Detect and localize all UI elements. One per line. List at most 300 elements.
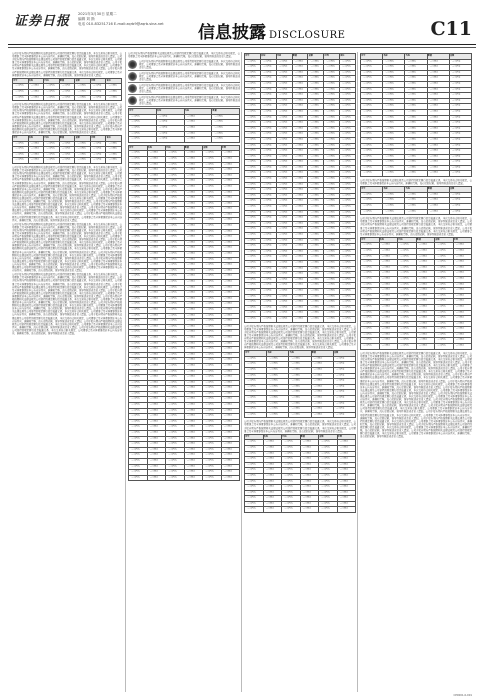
table-cell: 一二三四五 bbox=[453, 288, 472, 294]
column-4 bbox=[360, 52, 472, 692]
table-cell: 一二三四五 bbox=[282, 507, 301, 513]
table-cell: 一二三四五 bbox=[435, 282, 454, 288]
table-cell: 一二三四五 bbox=[245, 490, 264, 496]
table-cell: 一二三四五 bbox=[300, 507, 319, 513]
table-cell: 一二三四五 bbox=[398, 254, 417, 260]
table-cell: 一二三四五 bbox=[28, 147, 44, 153]
table-cell: 一二三四五 bbox=[13, 84, 29, 90]
table-cell: 一二三四五 bbox=[156, 114, 184, 120]
table-cell: 一二三四五 bbox=[129, 319, 148, 325]
table-cell: 一二三四五 bbox=[405, 204, 427, 210]
table-cell: 一二三四五 bbox=[147, 224, 166, 230]
table-cell: 一二三四五 bbox=[147, 330, 166, 336]
table-header-cell: 数量 bbox=[59, 136, 75, 142]
table-cell: 一二三四五 bbox=[405, 171, 427, 177]
table-cell: 一二三四五 bbox=[324, 177, 340, 183]
table-cell: 一二三四五 bbox=[308, 300, 324, 306]
table-cell: 一二三四五 bbox=[28, 84, 44, 90]
table-cell: 一二三四五 bbox=[166, 324, 185, 330]
table-cell: 一二三四五 bbox=[308, 165, 324, 171]
table-cell: 一二三四五 bbox=[292, 199, 308, 205]
table-cell: 一二三四五 bbox=[276, 65, 292, 71]
table-cell: 一二三四五 bbox=[129, 246, 148, 252]
table-cell: 一二三四五 bbox=[147, 431, 166, 437]
body-paragraph: 公司于报告期内严格按照相关法律法规及公司章程的规定履行信息披露义务，本次交易符合相关规定，公司董事会及全体董事保证本公告内容真实、准确和完整，没有虚假记载、误导性陈述或者重大遗漏。 bbox=[128, 52, 240, 59]
table-cell: 一二三四五 bbox=[324, 81, 340, 87]
table-cell: 一二三四五 bbox=[166, 375, 185, 381]
table-cell: 一二三四五 bbox=[427, 198, 449, 204]
table-cell: 一二三四五 bbox=[221, 330, 240, 336]
table-cell: 一二三四五 bbox=[308, 109, 324, 115]
table-cell: 一二三四五 bbox=[166, 425, 185, 431]
table-cell: 一二三四五 bbox=[289, 368, 311, 374]
table-cell: 一二三四五 bbox=[245, 149, 261, 155]
table-cell: 一二三四五 bbox=[324, 193, 340, 199]
table-cell: 一二三四五 bbox=[324, 233, 340, 239]
table-cell: 一二三四五 bbox=[453, 321, 472, 327]
table-cell: 一二三四五 bbox=[308, 132, 324, 138]
table-header-cell: 名称 bbox=[383, 54, 405, 60]
table-cell: 一二三四五 bbox=[184, 319, 203, 325]
table-cell: 一二三四五 bbox=[324, 93, 340, 99]
table-cell: 一二三四五 bbox=[324, 126, 340, 132]
table-cell: 一二三四五 bbox=[184, 229, 203, 235]
table-cell: 一二三四五 bbox=[245, 485, 264, 491]
table-cell: 一二三四五 bbox=[340, 249, 356, 255]
table-cell: 一二三四五 bbox=[184, 173, 203, 179]
table-cell: 一二三四五 bbox=[129, 263, 148, 269]
table-cell: 一二三四五 bbox=[129, 397, 148, 403]
table-cell: 一二三四五 bbox=[398, 310, 417, 316]
table-cell: 一二三四五 bbox=[311, 396, 333, 402]
table-row bbox=[361, 344, 472, 350]
table-cell: 一二三四五 bbox=[324, 255, 340, 261]
table-cell: 一二三四五 bbox=[260, 165, 276, 171]
table-cell: 一二三四五 bbox=[324, 210, 340, 216]
table-cell: 一二三四五 bbox=[308, 137, 324, 143]
table-cell: 一二三四五 bbox=[184, 246, 203, 252]
table-cell: 一二三四五 bbox=[276, 277, 292, 283]
table-cell: 一二三四五 bbox=[221, 319, 240, 325]
table-cell: 一二三四五 bbox=[221, 291, 240, 297]
table-cell: 一二三四五 bbox=[28, 152, 44, 158]
table-cell: 一二三四五 bbox=[221, 341, 240, 347]
body-paragraph: 公司于报告期内严格按照相关法律法规及公司章程的规定履行信息披露义务，本次交易符合相关规定，公司董事会及全体董事保证本公告内容真实、准确和完整，没有虚假记载、误导性陈述或者重大遗漏。公司于报告期内严格按照相关法律法规及公司章程的规定履行信息披露义务，本次交易符合相关规定，公司董事会及全体董事保证本公告内容真实、准确和完整，没有虚假记载、误导性陈述或者重大遗漏。 bbox=[244, 420, 356, 433]
table-cell: 一二三四五 bbox=[398, 248, 417, 254]
table-cell: 一二三四五 bbox=[453, 310, 472, 316]
table-cell: 一二三四五 bbox=[398, 327, 417, 333]
table-cell: 一二三四五 bbox=[333, 368, 355, 374]
table-cell: 一二三四五 bbox=[453, 316, 472, 322]
table-cell: 一二三四五 bbox=[59, 141, 75, 147]
table-cell: 一二三四五 bbox=[333, 373, 355, 379]
table-cell: 一二三四五 bbox=[184, 425, 203, 431]
table-cell: 一二三四五 bbox=[184, 453, 203, 459]
table-cell: 一二三四五 bbox=[44, 141, 60, 147]
table-cell: 一二三四五 bbox=[276, 193, 292, 199]
table-cell: 一二三四五 bbox=[147, 363, 166, 369]
table-cell: 一二三四五 bbox=[28, 141, 44, 147]
table-cell: 一二三四五 bbox=[203, 179, 222, 185]
table-cell: 一二三四五 bbox=[44, 89, 60, 95]
table-cell: 一二三四五 bbox=[245, 412, 267, 418]
table-cell: 一二三四五 bbox=[221, 201, 240, 207]
table-cell: 一二三四五 bbox=[416, 344, 435, 350]
table-cell: 一二三四五 bbox=[383, 192, 405, 198]
table-cell: 一二三四五 bbox=[379, 288, 398, 294]
table-cell: 一二三四五 bbox=[166, 459, 185, 465]
table-cell: 一二三四五 bbox=[292, 177, 308, 183]
table-cell: 一二三四五 bbox=[263, 468, 282, 474]
table-cell: 一二三四五 bbox=[361, 59, 383, 65]
table-cell: 一二三四五 bbox=[435, 304, 454, 310]
table-cell: 一二三四五 bbox=[308, 233, 324, 239]
table-cell: 一二三四五 bbox=[379, 282, 398, 288]
table-cell: 一二三四五 bbox=[221, 274, 240, 280]
section-title-cn: 信息披露 bbox=[198, 23, 266, 43]
table-cell: 一二三四五 bbox=[405, 81, 427, 87]
table-cell: 一二三四五 bbox=[292, 132, 308, 138]
table-cell: 一二三四五 bbox=[308, 272, 324, 278]
table-cell: 一二三四五 bbox=[300, 496, 319, 502]
table-cell: 一二三四五 bbox=[292, 193, 308, 199]
table-cell: 一二三四五 bbox=[129, 120, 157, 126]
table-cell: 一二三四五 bbox=[245, 137, 261, 143]
table-cell: 一二三四五 bbox=[106, 89, 122, 95]
table-cell: 一二三四五 bbox=[221, 285, 240, 291]
table-cell: 一二三四五 bbox=[405, 143, 427, 149]
table-cell: 一二三四五 bbox=[260, 294, 276, 300]
table-cell: 一二三四五 bbox=[221, 414, 240, 420]
table-cell: 一二三四五 bbox=[276, 171, 292, 177]
table-cell: 一二三四五 bbox=[405, 115, 427, 121]
table-cell: 一二三四五 bbox=[166, 352, 185, 358]
table-cell: 一二三四五 bbox=[166, 218, 185, 224]
table-cell: 一二三四五 bbox=[245, 283, 261, 289]
table-cell: 一二三四五 bbox=[427, 204, 449, 210]
table-cell: 一二三四五 bbox=[156, 131, 184, 137]
table-cell: 一二三四五 bbox=[300, 490, 319, 496]
table-header-cell: 比例 bbox=[90, 78, 106, 84]
table-cell: 一二三四五 bbox=[263, 507, 282, 513]
table-cell: 一二三四五 bbox=[166, 335, 185, 341]
table-cell: 一二三四五 bbox=[453, 327, 472, 333]
table-cell: 一二三四五 bbox=[203, 156, 222, 162]
table-cell: 一二三四五 bbox=[184, 257, 203, 263]
table-cell: 一二三四五 bbox=[308, 266, 324, 272]
table-cell: 一二三四五 bbox=[319, 445, 338, 451]
table-cell: 一二三四五 bbox=[106, 152, 122, 158]
table-cell: 一二三四五 bbox=[245, 227, 261, 233]
table-cell: 一二三四五 bbox=[308, 177, 324, 183]
table-cell: 一二三四五 bbox=[276, 160, 292, 166]
table-cell: 一二三四五 bbox=[147, 464, 166, 470]
table-cell: 一二三四五 bbox=[435, 299, 454, 305]
table-cell: 一二三四五 bbox=[147, 229, 166, 235]
table-cell: 一二三四五 bbox=[245, 473, 264, 479]
table-cell: 一二三四五 bbox=[361, 288, 380, 294]
table-cell: 一二三四五 bbox=[166, 397, 185, 403]
table-cell: 一二三四五 bbox=[292, 81, 308, 87]
table-cell: 一二三四五 bbox=[166, 168, 185, 174]
table-cell: 一二三四五 bbox=[427, 171, 449, 177]
table-cell: 一二三四五 bbox=[324, 115, 340, 121]
table-cell: 一二三四五 bbox=[184, 201, 203, 207]
table-cell: 一二三四五 bbox=[405, 209, 427, 215]
table-header-cell: 序号 bbox=[129, 109, 157, 115]
table-cell: 一二三四五 bbox=[282, 451, 301, 457]
table-cell: 一二三四五 bbox=[184, 330, 203, 336]
table-cell: 一二三四五 bbox=[333, 379, 355, 385]
table-cell: 一二三四五 bbox=[184, 252, 203, 258]
table-cell: 一二三四五 bbox=[453, 338, 472, 344]
table-cell: 一二三四五 bbox=[319, 468, 338, 474]
table-cell: 一二三四五 bbox=[340, 98, 356, 104]
table-cell: 一二三四五 bbox=[292, 188, 308, 194]
table-cell: 一二三四五 bbox=[449, 137, 471, 143]
table-cell: 一二三四五 bbox=[129, 137, 157, 143]
table-cell: 一二三四五 bbox=[221, 453, 240, 459]
table-cell: 一二三四五 bbox=[203, 173, 222, 179]
table-cell: 一二三四五 bbox=[245, 238, 261, 244]
table-cell: 一二三四五 bbox=[221, 324, 240, 330]
table-cell: 一二三四五 bbox=[308, 76, 324, 82]
table-cell: 一二三四五 bbox=[129, 347, 148, 353]
table-cell: 一二三四五 bbox=[340, 104, 356, 110]
table-cell: 一二三四五 bbox=[203, 386, 222, 392]
photo-row bbox=[128, 83, 240, 95]
table-cell: 一二三四五 bbox=[147, 453, 166, 459]
table-cell: 一二三四五 bbox=[453, 293, 472, 299]
table-cell: 一二三四五 bbox=[260, 137, 276, 143]
table-cell: 一二三四五 bbox=[129, 447, 148, 453]
table-cell: 一二三四五 bbox=[147, 397, 166, 403]
table-cell: 一二三四五 bbox=[292, 154, 308, 160]
table-cell: 一二三四五 bbox=[427, 115, 449, 121]
table-cell: 一二三四五 bbox=[166, 470, 185, 476]
table-cell: 一二三四五 bbox=[308, 316, 324, 322]
table-cell: 一二三四五 bbox=[129, 375, 148, 381]
table-cell: 一二三四五 bbox=[289, 407, 311, 413]
table-cell: 一二三四五 bbox=[324, 227, 340, 233]
table-cell: 一二三四五 bbox=[260, 233, 276, 239]
table-cell: 一二三四五 bbox=[405, 160, 427, 166]
table-cell: 一二三四五 bbox=[13, 141, 29, 147]
table-cell: 一二三四五 bbox=[292, 244, 308, 250]
table-cell: 一二三四五 bbox=[184, 263, 203, 269]
table-cell: 一二三四五 bbox=[361, 93, 383, 99]
table-cell: 一二三四五 bbox=[276, 227, 292, 233]
table-header-cell: 比例 bbox=[337, 434, 356, 440]
table-cell: 一二三四五 bbox=[282, 501, 301, 507]
table-cell: 一二三四五 bbox=[405, 98, 427, 104]
table-cell: 一二三四五 bbox=[203, 296, 222, 302]
table-cell: 一二三四五 bbox=[311, 384, 333, 390]
table-cell: 一二三四五 bbox=[156, 120, 184, 126]
table-cell: 一二三四五 bbox=[184, 274, 203, 280]
table-cell: 一二三四五 bbox=[263, 479, 282, 485]
table-cell: 一二三四五 bbox=[324, 160, 340, 166]
table-cell: 一二三四五 bbox=[147, 252, 166, 258]
table-cell: 一二三四五 bbox=[416, 276, 435, 282]
table-cell: 一二三四五 bbox=[106, 158, 122, 164]
table-cell: 一二三四五 bbox=[260, 126, 276, 132]
table-cell: 一二三四五 bbox=[221, 246, 240, 252]
table-cell: 一二三四五 bbox=[379, 316, 398, 322]
table-cell: 一二三四五 bbox=[44, 152, 60, 158]
table-cell: 一二三四五 bbox=[184, 168, 203, 174]
table-cell: 一二三四五 bbox=[292, 255, 308, 261]
table-cell: 一二三四五 bbox=[260, 277, 276, 283]
table-cell: 一二三四五 bbox=[361, 76, 383, 82]
table-cell: 一二三四五 bbox=[383, 65, 405, 71]
table-cell: 一二三四五 bbox=[449, 65, 471, 71]
table-cell: 一二三四五 bbox=[300, 468, 319, 474]
table-cell: 一二三四五 bbox=[333, 390, 355, 396]
table-cell: 一二三四五 bbox=[203, 218, 222, 224]
table-header-cell: 金额 bbox=[75, 78, 91, 84]
table-cell: 一二三四五 bbox=[324, 199, 340, 205]
table-cell: 一二三四五 bbox=[276, 81, 292, 87]
table-cell: 一二三四五 bbox=[184, 442, 203, 448]
table-cell: 一二三四五 bbox=[166, 319, 185, 325]
table-cell: 一二三四五 bbox=[361, 209, 383, 215]
table-cell: 一二三四五 bbox=[292, 311, 308, 317]
table-cell: 一二三四五 bbox=[340, 294, 356, 300]
table-cell: 一二三四五 bbox=[340, 305, 356, 311]
table-cell: 一二三四五 bbox=[245, 396, 267, 402]
table-cell: 一二三四五 bbox=[340, 210, 356, 216]
table-cell: 一二三四五 bbox=[324, 249, 340, 255]
table-cell: 一二三四五 bbox=[383, 160, 405, 166]
table-cell: 一二三四五 bbox=[203, 330, 222, 336]
table-header-cell: 金额 bbox=[203, 145, 222, 151]
disclosure-table bbox=[360, 237, 472, 350]
table-cell: 一二三四五 bbox=[260, 109, 276, 115]
table-cell: 一二三四五 bbox=[260, 210, 276, 216]
table-cell: 一二三四五 bbox=[276, 182, 292, 188]
table-cell: 一二三四五 bbox=[449, 160, 471, 166]
table-cell: 一二三四五 bbox=[129, 274, 148, 280]
table-cell: 一二三四五 bbox=[300, 462, 319, 468]
table-cell: 一二三四五 bbox=[129, 341, 148, 347]
table-cell: 一二三四五 bbox=[340, 188, 356, 194]
contact-line: 电话 010-83251716 E-mail:zqrb9@zqrb.sina.net bbox=[78, 22, 164, 26]
table-cell: 一二三四五 bbox=[245, 294, 261, 300]
table-cell: 一二三四五 bbox=[203, 235, 222, 241]
table-cell: 一二三四五 bbox=[449, 121, 471, 127]
table-cell: 一二三四五 bbox=[267, 384, 289, 390]
table-cell: 一二三四五 bbox=[333, 412, 355, 418]
table-cell: 一二三四五 bbox=[435, 265, 454, 271]
table-cell: 一二三四五 bbox=[263, 445, 282, 451]
table-cell: 一二三四五 bbox=[379, 332, 398, 338]
table-cell: 一二三四五 bbox=[129, 386, 148, 392]
table-cell: 一二三四五 bbox=[147, 302, 166, 308]
body-paragraph: 公司于报告期内严格按照相关法律法规及公司章程的规定履行信息披露义务，本次交易符合相关规定，公司董事会及全体董事保证本公告内容真实、准确和完整，没有虚假记载、误导性陈述或者重大遗漏。公司于报告期内严格按照相关法律法规及公司章程的规定履行信息披露义务，本次交易符合相关规定，公司董事会及全体董事保证本公告内容真实、准确和完整，没有虚假记载、误导性陈述或者重大遗漏。公司于报告期内严格按照相关法律法规及公司章程的规定履行信息披露义务，本次交易符合相关规定，公司董事会及全体董事保证本公告内容真实、准确和完整，没有虚假记载、误导性陈述或者重大遗漏。 bbox=[360, 217, 472, 236]
table-cell: 一二三四五 bbox=[383, 115, 405, 121]
table-header-cell: 序号 bbox=[361, 187, 383, 193]
disclosure-table bbox=[244, 434, 356, 513]
table-cell: 一二三四五 bbox=[129, 313, 148, 319]
table-cell: 一二三四五 bbox=[129, 224, 148, 230]
table-cell: 一二三四五 bbox=[308, 294, 324, 300]
newspaper-logo: 证券日报 bbox=[14, 14, 71, 29]
table-cell: 一二三四五 bbox=[129, 425, 148, 431]
table-cell: 一二三四五 bbox=[245, 126, 261, 132]
table-cell: 一二三四五 bbox=[276, 87, 292, 93]
table-cell: 一二三四五 bbox=[147, 425, 166, 431]
table-cell: 一二三四五 bbox=[340, 288, 356, 294]
table-header-cell: 数量 bbox=[212, 109, 240, 115]
table-cell: 一二三四五 bbox=[427, 87, 449, 93]
table-cell: 一二三四五 bbox=[379, 327, 398, 333]
table-cell: 一二三四五 bbox=[324, 59, 340, 65]
table-cell: 一二三四五 bbox=[383, 98, 405, 104]
table-cell: 一二三四五 bbox=[292, 316, 308, 322]
table-cell: 一二三四五 bbox=[221, 196, 240, 202]
table-cell: 一二三四五 bbox=[453, 304, 472, 310]
table-cell: 一二三四五 bbox=[245, 496, 264, 502]
table-cell: 一二三四五 bbox=[245, 244, 261, 250]
table-cell: 一二三四五 bbox=[416, 254, 435, 260]
table-cell: 一二三四五 bbox=[405, 126, 427, 132]
body-paragraph: 公司于报告期内严格按照相关法律法规及公司章程的规定履行信息披露义务，本次交易符合相关规定，公司董事会及全体董事保证本公告内容真实、准确和完整，没有虚假记载、误导性陈述或者重大遗漏。公司于报告期内严格按照相关法律法规及公司章程的规定履行信息披露义务，本次交易符合相关规定，公司董事会及全体董事保证本公告内容真实、准确和完整，没有虚假记载、误导性陈述或者重大遗漏。公司于报告期内严格按照相关法律法规及公司章程的规定履行信息披露义务，本次交易符合相关规定，公司董事会及全体董事保证本公告内容真实、准确和完整，没有虚假记载、误导性陈述或者重大遗漏。公司于报告期内严格按照相关法律法规及公司章程的规定履行信息披露义务，本次交易符合相关规定，公司董事会及全体董事保证本公告内容真实、准确和完整，没有虚假记载、误导性陈述或者重大遗漏。 bbox=[244, 324, 356, 350]
table-cell: 一二三四五 bbox=[129, 252, 148, 258]
table-cell: 一二三四五 bbox=[267, 401, 289, 407]
table-cell: 一二三四五 bbox=[324, 76, 340, 82]
table-cell: 一二三四五 bbox=[75, 158, 91, 164]
table-cell: 一二三四五 bbox=[75, 89, 91, 95]
table-cell: 一二三四五 bbox=[308, 305, 324, 311]
table-cell: 一二三四五 bbox=[203, 419, 222, 425]
table-cell: 一二三四五 bbox=[435, 338, 454, 344]
table-cell: 一二三四五 bbox=[361, 192, 383, 198]
table-cell: 一二三四五 bbox=[289, 373, 311, 379]
table-cell: 一二三四五 bbox=[260, 193, 276, 199]
table-cell: 一二三四五 bbox=[184, 125, 212, 131]
table-cell: 一二三四五 bbox=[435, 332, 454, 338]
table-cell: 一二三四五 bbox=[129, 168, 148, 174]
table-cell: 一二三四五 bbox=[340, 171, 356, 177]
table-cell: 一二三四五 bbox=[453, 260, 472, 266]
table-cell: 一二三四五 bbox=[276, 143, 292, 149]
table-cell: 一二三四五 bbox=[184, 347, 203, 353]
table-cell: 一二三四五 bbox=[435, 254, 454, 260]
table-cell: 一二三四五 bbox=[398, 243, 417, 249]
table-cell: 一二三四五 bbox=[166, 229, 185, 235]
table-cell: 一二三四五 bbox=[221, 156, 240, 162]
table-cell: 一二三四五 bbox=[166, 184, 185, 190]
table-row bbox=[129, 475, 240, 481]
table-cell: 一二三四五 bbox=[324, 238, 340, 244]
table-cell: 一二三四五 bbox=[245, 277, 261, 283]
table-cell: 一二三四五 bbox=[337, 496, 356, 502]
table-row bbox=[13, 95, 122, 101]
table-cell: 一二三四五 bbox=[184, 419, 203, 425]
table-header-cell: 序号 bbox=[361, 54, 383, 60]
table-cell: 一二三四五 bbox=[340, 227, 356, 233]
table-cell: 一二三四五 bbox=[129, 459, 148, 465]
table-cell: 一二三四五 bbox=[427, 154, 449, 160]
table-cell: 一二三四五 bbox=[184, 212, 203, 218]
table-cell: 一二三四五 bbox=[147, 207, 166, 213]
table-cell: 一二三四五 bbox=[340, 216, 356, 222]
table-cell: 一二三四五 bbox=[267, 368, 289, 374]
table-cell: 一二三四五 bbox=[260, 171, 276, 177]
table-cell: 一二三四五 bbox=[416, 265, 435, 271]
table-cell: 一二三四五 bbox=[340, 233, 356, 239]
